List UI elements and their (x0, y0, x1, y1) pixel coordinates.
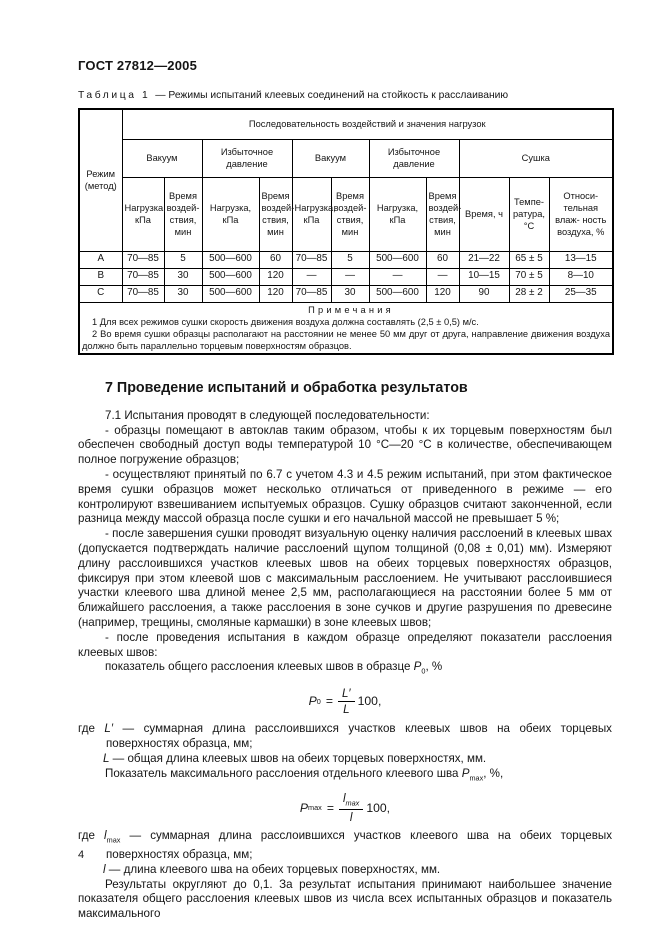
paragraph (78, 660, 612, 679)
paragraph: 7.1 Испытания проводят в следующей последовательности: (105, 408, 430, 422)
subscript: max (308, 803, 322, 813)
table-cell: 500—600 (202, 268, 259, 285)
table-cell: 65 ± 5 (509, 251, 549, 268)
variable: P (413, 660, 422, 674)
formula-max-delamination (78, 790, 612, 826)
table-caption (78, 90, 612, 101)
table-cell: 120 (259, 268, 292, 285)
table-cell: 25—35 (549, 285, 613, 302)
fraction (339, 792, 363, 823)
paragraph: - осуществляют принятый по 6.7 с учетом 4.3 и 4.5 режим испытаний, при этом фактическое время сушки образцов может несколько отличаться от приведенного в режиме — его контролируют взвешиванием испытуемых образцов. Сушку образцов считают законченной, если разница между массой образца после сушки и его начальной массой не превышает 5 %; (78, 468, 612, 526)
column-header-cell: Время, ч (459, 177, 509, 251)
document-number: ГОСТ 27812—2005 (78, 58, 197, 73)
table-cell: 500—600 (202, 251, 259, 268)
table-cell: 70—85 (122, 251, 164, 268)
table-cell: 8—10 (549, 268, 613, 285)
table-cell: 70 ± 5 (509, 268, 549, 285)
table-cell: 30 (164, 285, 202, 302)
variable: l (104, 828, 107, 842)
paragraph: - после проведения испытания в каждом образце определяют показатели расслоения клеевых швов: (78, 630, 612, 659)
column-header-cell: Нагрузка, кПа (202, 177, 259, 251)
table-notes (79, 302, 613, 354)
variable: P (299, 800, 309, 815)
subscript: 0 (316, 696, 321, 706)
test-modes-table (78, 108, 614, 355)
variable: P (308, 694, 317, 709)
variable: l (342, 792, 346, 806)
table-row (79, 268, 613, 285)
text-run: — длина клеевого шва на обеих торцевых поверхностях, мм. (105, 862, 441, 876)
group-header-cell: Сушка (459, 139, 613, 177)
paragraph: Результаты округляют до 0,1. За результат испытания принимают наибольшее значение показателя общего расслоения клеевых швов из числа всех испытанных образцов и показатель максимального (78, 877, 612, 921)
table-cell: — (369, 268, 426, 285)
column-header-cell: Нагрузка, кПа (292, 177, 331, 251)
table-row (79, 251, 613, 268)
variable: L′ (104, 722, 114, 736)
group-header-cell: Избыточное давление (202, 139, 292, 177)
definition-line (103, 752, 612, 767)
table-cell: 500—600 (202, 285, 259, 302)
group-header-cell: Вакуум (122, 139, 202, 177)
column-header-cell: Относи- тельная влаж- ность воздуха, % (549, 177, 613, 251)
table-cell: 13—15 (549, 251, 613, 268)
table-cell: 60 (426, 251, 459, 268)
numerator (339, 792, 363, 809)
text-run: , % (425, 660, 443, 674)
notes-title: Примечания (308, 304, 394, 315)
subscript: max (106, 835, 121, 845)
text-run: — суммарная длина расслоившихся участков клеевого шва на обеих торцевых поверхностях образца, мм; (106, 828, 612, 862)
table-cell: 10—15 (459, 268, 509, 285)
table-cell: A (79, 251, 122, 268)
paragraph: - образцы помещают в автоклав таким образом, чтобы к их торцевым поверхностям был обеспечен свободный доступ воды температурой 10 °С—20 °С в количестве, обеспечивающем полное погружение образцов; (78, 423, 612, 467)
text-run: где (78, 828, 105, 842)
table-cell: 120 (426, 285, 459, 302)
table-cell: 60 (259, 251, 292, 268)
table-cell: C (79, 285, 122, 302)
column-header-cell: Время воздей- ствия, мин (259, 177, 292, 251)
table-cell: 70—85 (292, 285, 331, 302)
equals-sign: = (325, 694, 333, 709)
section-body (78, 409, 612, 922)
table-cell: 500—600 (369, 251, 426, 268)
table-caption-text: — Режимы испытаний клеевых соединений на стойкость к расслаиванию (155, 90, 509, 101)
fraction (338, 687, 355, 716)
table-row (79, 285, 613, 302)
table-cell: 90 (459, 285, 509, 302)
table-cell: 30 (164, 268, 202, 285)
column-header-cell: Время воздей- ствия, мин (164, 177, 202, 251)
definition-line (78, 829, 612, 863)
table-cell: 500—600 (369, 285, 426, 302)
table-cell: 28 ± 2 (509, 285, 549, 302)
table-cell: 21—22 (459, 251, 509, 268)
page-number: 4 (78, 849, 85, 861)
table-cell: 70—85 (122, 285, 164, 302)
table-caption-label: Таблица 1 (78, 90, 151, 101)
denominator: L (343, 702, 350, 716)
text-run: где (78, 722, 105, 736)
subscript: max (345, 798, 360, 808)
text-run: 100, (366, 800, 391, 815)
text-run: — суммарная длина расслоившихся участков клеевых швов на обеих торцевых поверхностях образца, мм; (106, 722, 612, 751)
table-cell: 70—85 (122, 268, 164, 285)
note-item: 1 Для всех режимов сушки скорость движения воздуха должна составлять (2,5 ± 0,5) м/с. (92, 316, 479, 327)
group-header-cell: Вакуум (292, 139, 369, 177)
text-run: 100, (357, 694, 382, 709)
table-cell: 5 (164, 251, 202, 268)
table-cell: — (426, 268, 459, 285)
text-run: — общая длина клеевых швов на обеих торцевых поверхностях, мм. (109, 752, 487, 766)
section-heading: 7 Проведение испытаний и обработка результатов (105, 379, 468, 396)
subscript: 0 (421, 666, 426, 676)
text-run: Показатель максимального расслоения отдельного клеевого шва (105, 766, 462, 780)
table-cell: 30 (331, 285, 369, 302)
column-header-cell: Темпе- ратура, °С (509, 177, 549, 251)
group-header-cell: Избыточное давление (369, 139, 459, 177)
variable: P (461, 766, 470, 780)
paragraph: - после завершения сушки проводят визуальную оценку наличия расслоений в клеевых швах (допускается подтверждать наличие расслоений щупом толщиной (0,08 ± 0,01) мм). Измеряют длину расслоившихся участков клеевых швов на обеих торцевых поверхностях образцов, фиксируя при этом клеевой шов с максимальным расслоением. Не учитывают расслоившиеся участки клеевого шва длиной менее 2,5 мм, располагающиеся на расстоянии более 5 мм от ближайшего расслоения, а также расслоения в зоне сучков и другие разрушения по древесине (например, трещины, смоляные кармашки) в зоне клеевых швов; (78, 527, 612, 629)
column-header-cell: Время воздей- ствия, мин (331, 177, 369, 251)
column-header-cell: Нагрузка, кПа (122, 177, 164, 251)
equals-sign: = (326, 800, 334, 815)
column-header-cell: Время воздей- ствия, мин (426, 177, 459, 251)
formula-total-delamination (78, 683, 612, 719)
table-cell: — (331, 268, 369, 285)
column-header-cell: Нагрузка, кПа (369, 177, 426, 251)
note-item: 2 Во время сушки образцы располагают на расстоянии не менее 50 мм друг от друга, направление движения воздуха должно быть параллельно торцевым поверхностям образцов. (82, 328, 611, 351)
table-cell: 120 (259, 285, 292, 302)
text-run: , %, (483, 766, 504, 780)
subscript: max (469, 773, 484, 783)
corner-header-cell: Режим (метод) (79, 109, 122, 251)
table-cell: 70—85 (292, 251, 331, 268)
variable: L (103, 752, 110, 766)
paragraph (78, 767, 612, 786)
table-cell: B (79, 268, 122, 285)
denominator: l (349, 810, 353, 824)
table-cell: — (292, 268, 331, 285)
text-run: показатель общего расслоения клеевых швов в образце (105, 660, 414, 674)
definition-line (103, 863, 612, 878)
table-cell: 5 (331, 251, 369, 268)
variable: l (103, 862, 106, 876)
top-header-cell: Последовательность воздействий и значения нагрузок (122, 109, 613, 139)
definition-line (78, 722, 612, 752)
numerator: L′ (338, 687, 355, 702)
